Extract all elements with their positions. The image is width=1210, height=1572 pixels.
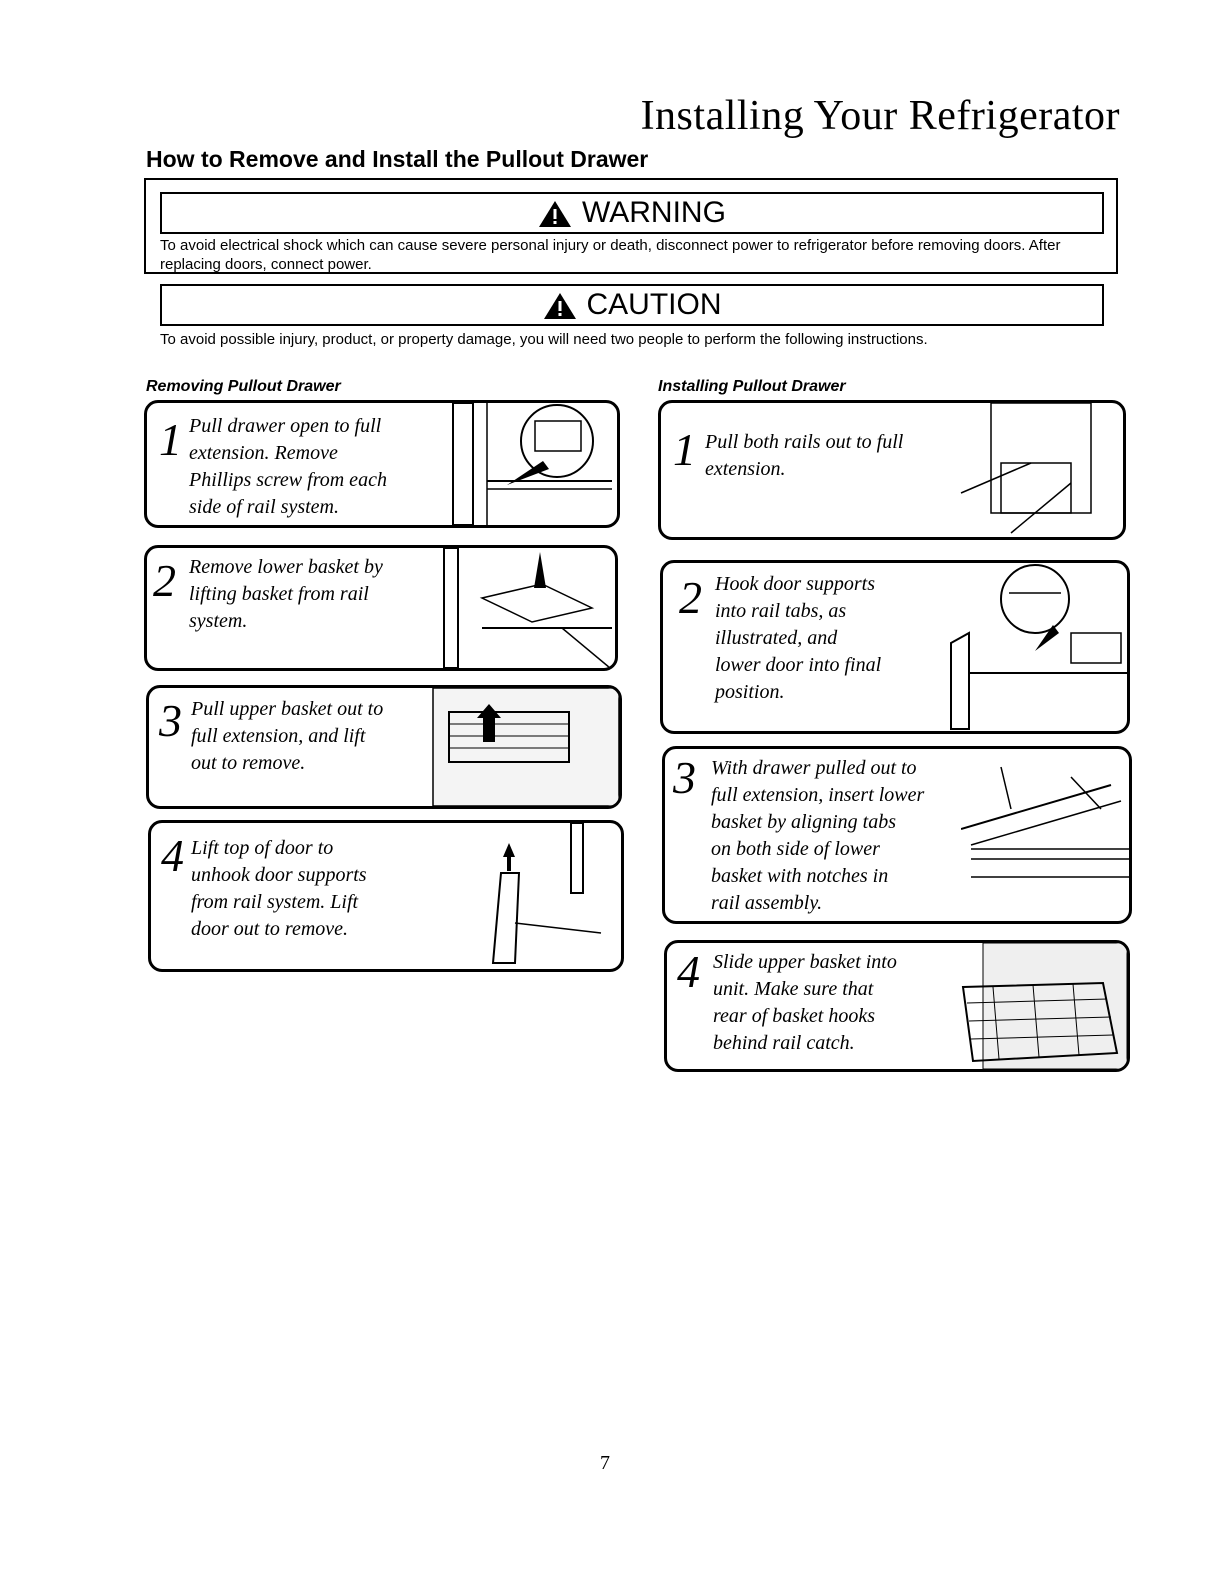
caution-heading: CAUTION [586,288,722,321]
door-supports-hook-illustration [935,563,1127,731]
step-text: Pull upper basket out to full extension, and lift out to remove. [191,698,384,774]
step-text: With drawer pulled out to full extension, insert lower basket by aligning tabs on both side of lower basket with notches in rail assembly. [711,757,925,914]
lower-basket-insert-illustration [961,749,1129,921]
upper-basket-illustration [429,688,619,806]
warning-heading: WARNING [582,196,726,229]
drawer-rail-screw-illustration [447,403,617,525]
upper-basket-slide-illustration [953,943,1127,1069]
warning-text: To avoid electrical shock which can cause severe personal injury or death, disconnect power to refrigerator before removing doors. After replacing doors, connect power. [160,237,1061,273]
caution-triangle-icon [543,292,577,320]
step-number: 3 [673,752,696,803]
installing-step-3 [662,746,1132,924]
warning-banner [160,192,1104,234]
caution-text: To avoid possible injury, product, or property damage, you will need two people to perform the following instructions. [160,331,928,348]
rails-extended-illustration [951,403,1123,537]
page-number: 7 [600,1452,610,1474]
installing-step-2 [660,560,1130,734]
step-text: Pull both rails out to full extension. [705,431,904,480]
step-text: Lift top of door to unhook door supports from rail system. Lift door out to remove. [191,837,367,940]
removing-heading: Removing Pullout Drawer [146,378,341,395]
page-title: Installing Your Refrigerator [640,93,1120,139]
step-text: Remove lower basket by lifting basket from rail system. [189,556,383,632]
section-title: How to Remove and Install the Pullout Drawer [146,146,649,172]
step-number: 1 [673,424,696,475]
removing-step-4 [148,820,624,972]
step-text: Hook door supports into rail tabs, as illustrated, and lower door into final position. [715,573,882,703]
step-number: 2 [153,555,176,606]
warning-triangle-icon [538,200,572,228]
step-number: 4 [161,830,184,881]
removing-step-3 [146,685,622,809]
step-text: Pull drawer open to full extension. Remove Phillips screw from each side of rail system. [189,415,387,518]
lower-basket-lift-illustration [442,548,615,668]
step-number: 4 [677,946,700,997]
step-number: 2 [679,572,702,623]
installing-step-4 [664,940,1130,1072]
caution-banner [160,284,1104,326]
step-text: Slide upper basket into unit. Make sure that rear of basket hooks behind rail catch. [713,951,897,1054]
removing-step-1 [144,400,620,528]
installing-heading: Installing Pullout Drawer [658,378,846,395]
step-number: 1 [159,414,182,465]
step-number: 3 [159,695,182,746]
removing-step-2 [144,545,618,671]
door-unhook-illustration [471,823,621,969]
installing-step-1 [658,400,1126,540]
